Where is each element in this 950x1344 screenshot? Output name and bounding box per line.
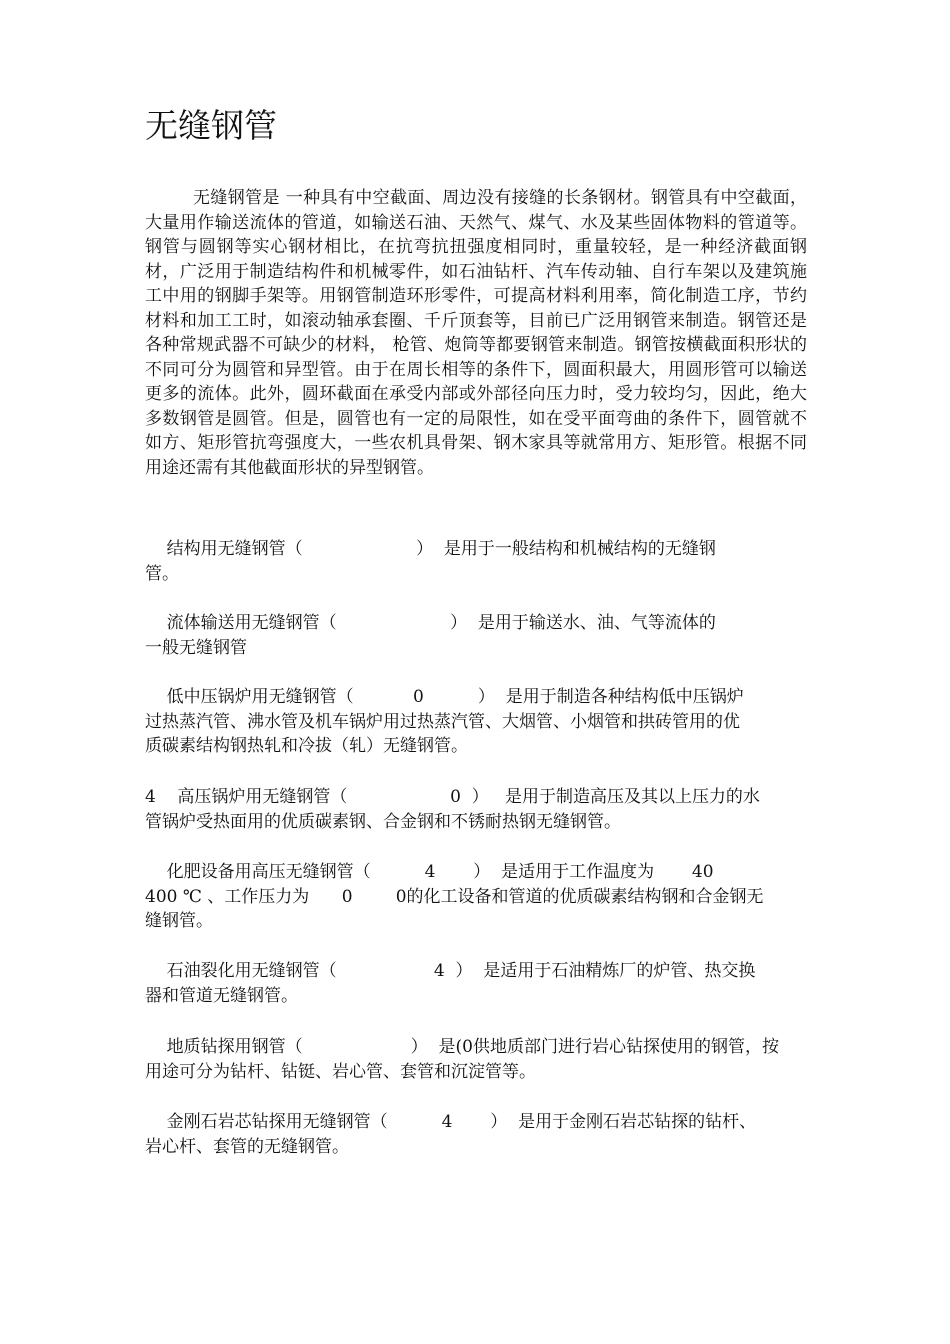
item-text-line: 结构用无缝钢管（ ） 是用于一般结构和机械结构的无缝钢 bbox=[145, 539, 716, 559]
item-text-line: 质碳素结构钢热轧和冷拔（轧）无缝钢管。 bbox=[145, 736, 468, 756]
item-text-line: 4 高压锅炉用无缝钢管（ 0 ） 是用于制造高压及其以上压力的水 bbox=[145, 787, 760, 807]
list-item bbox=[145, 611, 807, 660]
item-text-line: 管。 bbox=[145, 563, 179, 584]
item-text-line: 化肥设备用高压无缝钢管（ 4 ） 是适用于工作温度为 40 bbox=[145, 862, 714, 882]
item-text-line: 地质钻探用钢管（ ） 是(0供地质部门进行岩心钻探使用的钢管，按 bbox=[145, 1037, 779, 1057]
item-text-line: 低中压锅炉用无缝钢管（ 0 ） 是用于制造各种结构低中压锅炉 bbox=[145, 687, 744, 707]
list-item bbox=[145, 537, 807, 586]
item-text-line: 岩心杆、套管的无缝钢管。 bbox=[145, 1136, 349, 1157]
item-text-line: 缝钢管。 bbox=[145, 911, 213, 931]
item-text-line: 用途可分为钻杆、钻铤、岩心管、套管和沉淀管等。 bbox=[145, 1061, 536, 1082]
item-text-line: 石油裂化用无缝钢管（ 4 ） 是适用于石油精炼厂的炉管、热交换 bbox=[145, 961, 756, 981]
list-item bbox=[145, 1110, 807, 1159]
list-item bbox=[145, 860, 807, 934]
item-text-line: 流体输送用无缝钢管（ ） 是用于输送水、油、气等流体的 bbox=[145, 613, 716, 633]
list-item bbox=[145, 959, 807, 1008]
list-item bbox=[145, 685, 807, 759]
item-text-line: 管锅炉受热面用的优质碳素钢、合金钢和不锈耐热钢无缝钢管。 bbox=[145, 811, 621, 832]
list-item bbox=[145, 785, 807, 834]
document-title: 无缝钢管 bbox=[145, 106, 277, 145]
item-text-line: 器和管道无缝钢管。 bbox=[145, 985, 298, 1006]
list-item bbox=[145, 1035, 807, 1084]
item-text-line: 金刚石岩芯钻探用无缝钢管（ 4 ） 是用于金刚石岩芯钻探的钻杆、 bbox=[145, 1112, 757, 1132]
intro-paragraph: 无缝钢管是 一种具有中空截面、周边没有接缝的长条钢材。钢管具有中空截面，大量用作输送流体的管道，如输送石油、天然气、煤气、水及某些固体物料的管道等。钢管与圆钢等实心钢材相比，在抗弯抗扭强度相同时，重量较轻，是一种经济截面钢材，广泛用于制造结构件和机械零件，如石油钻杆、汽车传动轴、自行车架以及建筑施工中用的钢脚手架等。用钢管制造环形零件，可提高材料利用率，简化制造工序，节约材料和加工工时，如滚动轴承套圈、千斤顶套等，目前已广泛用钢管来制造。钢管还是各种常规武器不可缺少的材料， 枪管、炮筒等都要钢管来制造。钢管按横截面积形状的不同可分为圆管和异型管。由于在周长相等的条件下，圆面积最大，用圆形管可以输送更多的流体。此外，圆环截面在承受内部或外部径向压力时，受力较均匀，因此，绝大多数钢管是圆管。但是，圆管也有一定的局限性，如在受平面弯曲的条件下，圆管就不如方、矩形管抗弯强度大，一些农机具骨架、钢木家具等就常用方、矩形管。根据不同用途还需有其他截面形状的异型钢管。 bbox=[145, 188, 807, 478]
item-text-line: 400 ℃ 、工作压力为 0 0的化工设备和管道的优质碳素结构钢和合金钢无 bbox=[145, 886, 764, 907]
item-text-line: 一般无缝钢管 bbox=[145, 637, 247, 658]
item-text-line: 过热蒸汽管、沸水管及机车锅炉用过热蒸汽管、大烟管、小烟管和拱砖管用的优 bbox=[145, 711, 740, 732]
